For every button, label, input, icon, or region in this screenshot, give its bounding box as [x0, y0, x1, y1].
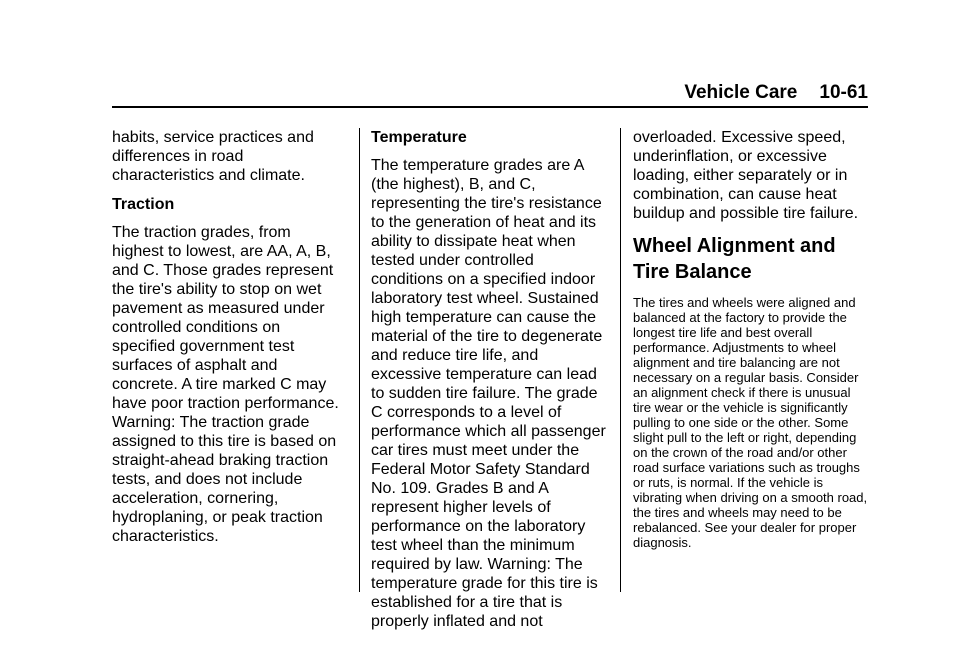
traction-heading: Traction	[112, 196, 175, 213]
temperature-heading: Temperature	[371, 129, 467, 146]
temperature-paragraph: The temperature grades are A (the highest), B, and C, representing the tire's resistance to the generation of heat and its ability to dissipate heat when tested under controlled conditions on a specified indoor laboratory test wheel. Sustained high temperature can cause the material of the tire to degenerate and reduce tire life, and excessive temperature can lead to sudden tire failure. The grade C corresponds to a level of performance which all passenger car tires must meet under the Federal Motor Safety Standard No. 109. Grades B and A represent higher levels of performance on the laboratory test wheel than the minimum required by law. Warning: The temperature grade for this tire is established for a tire that is properly inflated and not	[371, 157, 606, 630]
column-2	[371, 128, 609, 641]
column-3	[633, 128, 869, 560]
column-divider-1	[359, 128, 360, 592]
page-number: 10-61	[819, 82, 868, 103]
section-title: Vehicle Care	[684, 82, 798, 103]
column-divider-2	[620, 128, 621, 592]
traction-paragraph: The traction grades, from highest to lowest, are AA, A, B, and C. Those grades represent the tire's ability to stop on wet pavement as measured under controlled conditions on specified government test surfaces of asphalt and concrete. A tire marked C may have poor traction performance. Warning: The traction grade assigned to this tire is based on straight-ahead braking traction tests, and does not include acceleration, cornering, hydroplaning, or peak traction characteristics.	[112, 224, 339, 545]
header-rule	[112, 106, 868, 108]
alignment-heading: Wheel Alignment and Tire Balance	[633, 235, 836, 283]
col1-paragraph-continued: habits, service practices and differences in road characteristics and climate.	[112, 129, 314, 184]
page-header	[684, 82, 868, 104]
col3-paragraph-continued: overloaded. Excessive speed, underinflation, or excessive loading, either separately or in combination, can cause heat buildup and possible tire failure.	[633, 129, 859, 222]
alignment-paragraph: The tires and wheels were aligned and balanced at the factory to provide the longest tire life and best overall performance. Adjustments to wheel alignment and tire balancing are not necessary on a regular basis. Consider an alignment check if there is unusual tire wear or the vehicle is significantly pulling to one side or the other. Some slight pull to the left or right, depending on the crown of the road and/or other road surface variations such as troughs or ruts, is normal. If the vehicle is vibrating when driving on a smooth road, the tires and wheels may need to be rebalanced. See your dealer for proper diagnosis.	[633, 295, 868, 550]
column-1	[112, 128, 344, 556]
